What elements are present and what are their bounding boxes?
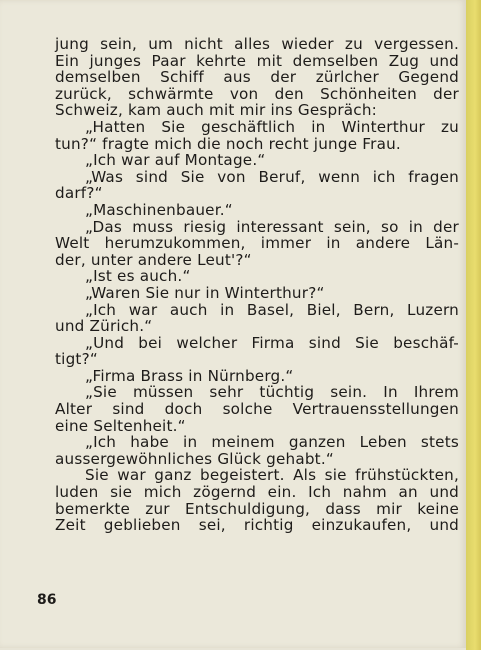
text-line: der, unter andere Leut'?“ xyxy=(55,250,252,269)
text-line: luden sie mich zögernd ein. Ich nahm an und xyxy=(55,483,459,502)
text-line: „Waren Sie nur in Winterthur?“ xyxy=(85,283,325,302)
text-line: eine Seltenheit.“ xyxy=(55,416,186,435)
text-line: tigt?“ xyxy=(55,350,98,369)
text-line: Schweiz, kam auch mit mir ins Gespräch: xyxy=(55,101,377,120)
text-line: Welt herumzukommen, immer in andere Län- xyxy=(55,234,459,253)
text-line: „Was sind Sie von Beruf, wenn ich fragen xyxy=(85,167,459,186)
text-line: Sie war ganz begeistert. Als sie frühstückten, xyxy=(85,466,459,485)
text-line: demselben Schiff aus der zürlcher Gegend xyxy=(55,68,459,87)
text-line: aussergewöhnliches Glück gehabt.“ xyxy=(55,449,334,468)
text-line: darf?“ xyxy=(55,184,103,203)
book-edge xyxy=(466,0,481,650)
text-line: „Das muss riesig interessant sein, so in der xyxy=(85,217,459,236)
text-line: „Firma Brass in Nürnberg.“ xyxy=(85,366,294,385)
text-line: „Ich war auf Montage.“ xyxy=(85,151,266,170)
text-line: Alter sind doch solche Vertrauensstellungen xyxy=(55,400,459,419)
text-line: und Zürich.“ xyxy=(55,317,153,336)
text-line: „Sie müssen sehr tüchtig sein. In Ihrem xyxy=(85,383,459,402)
text-line: „Ist es auch.“ xyxy=(85,267,191,286)
text-line: Ein junges Paar kehrte mit demselben Zug und xyxy=(55,51,459,70)
page-number: 86 xyxy=(37,592,57,608)
text-line: „Maschinenbauer.“ xyxy=(85,200,233,219)
text-line: bemerkte zur Entschuldigung, dass mir keine xyxy=(55,499,459,518)
text-line: zurück, schwärmte von den Schönheiten der xyxy=(55,84,459,103)
text-line: „Hatten Sie geschäftlich in Winterthur zu xyxy=(85,117,459,136)
text-line: „Und bei welcher Firma sind Sie beschäf- xyxy=(85,333,459,352)
text-line: „Ich habe in meinem ganzen Leben stets xyxy=(85,433,459,452)
text-line: Zeit geblieben sei, richtig einzukaufen, und xyxy=(55,516,459,535)
text-line: jung sein, um nicht alles wieder zu vergessen. xyxy=(55,35,459,53)
body-text xyxy=(55,36,459,534)
text-line: „Ich war auch in Basel, Biel, Bern, Luzern xyxy=(85,300,459,319)
text-line: tun?“ fragte mich die noch recht junge Frau. xyxy=(55,134,401,153)
